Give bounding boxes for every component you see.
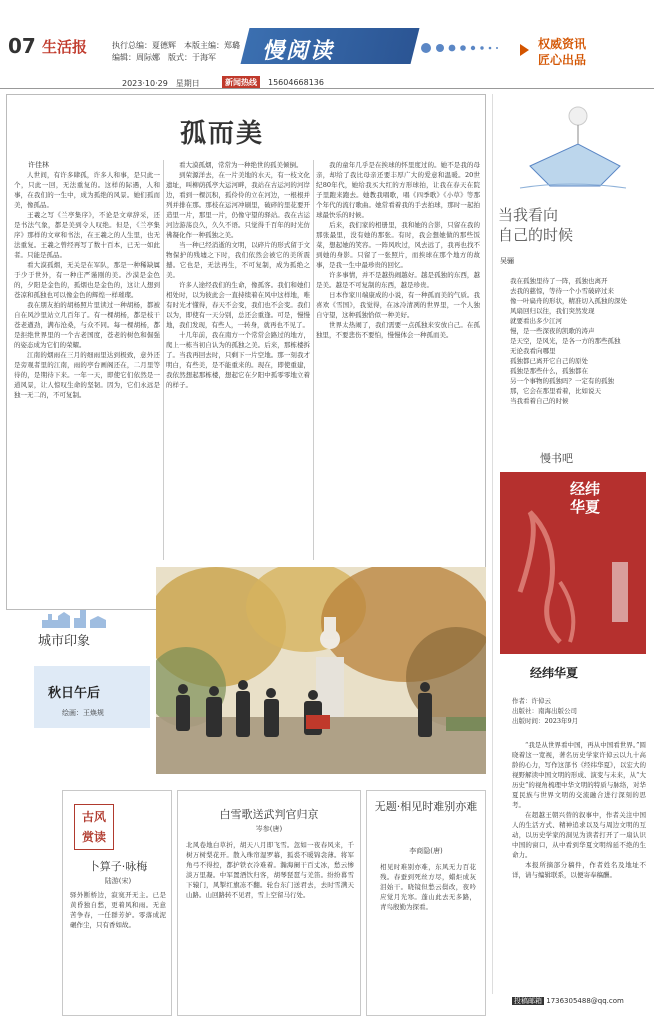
article-paragraph: 到荣源洋去，在一片美地的水天，有一枝文化遗址，叫柳荫孤亭大运河畔，我站在古运河的河岸边，看到一棵沉积，孤伶伶的立在河边，一根根并列并排在那。那枝在运河冲刷里，破碎的里花要开造里一片，那里一片，仍像守望的驿站。我在古运河边游荡良久，久久不语。只觉得千百年的时光仿佛凝化作一种孤独之美。 <box>166 171 310 239</box>
poem-2-author: 岑参(唐) <box>255 825 283 833</box>
poem-line: 另一个事物的孤独吗？一定有的孤独 <box>510 377 614 385</box>
article-paragraph: 我在朋友拍的胡杨照片里读过一种胡杨，都被自在风沙里站立几百年了。有一棵胡杨，都是枝干苍老遒劲，满布沧桑，与众不同。每一棵胡杨，都是拒绝世界里的一个古老国度，苍老的树色和倔强的姿态成为它们的荣耀。 <box>14 301 160 349</box>
book-column-label: 慢书吧 <box>540 452 573 465</box>
article-author: 许佳林 <box>28 161 49 169</box>
review-paragraph: “我是从世界看中国，再从中国看世界。”圆晓着这一宽视，著名历史学家许倬云以九十高龄的心力，写作这部书《经纬华夏》，以宏大的视野解读中国文明的形成、演变与未来，从“大历史”的视角梳理中华文明的特质与脉络，对华夏民族与世界文明的交流融合进行深刻的思考。 <box>512 741 646 809</box>
slogan <box>538 36 586 68</box>
poem-3-author: 李商隐(唐) <box>409 847 443 855</box>
book-cover-line-2: 华夏 <box>570 498 601 516</box>
hotline-label: 新闻热线 <box>222 76 260 89</box>
layout-credit: 版式：于海军 <box>168 53 216 62</box>
article-paragraph: 许多事情，并不是越热闹越好。越是孤独的东西，越是美。越是不可复制的东西，越是珍贵。 <box>316 271 480 289</box>
contribution-email <box>512 996 624 1006</box>
review-paragraph: 在超越王朝兴替的叙事中，作者关注中国人的生活方式、精神追求以及与周边文明的互动，以历史学家的洞见为读者打开了一扇认识中国的窗口，从中看到华夏文明绵延不绝的生命力。 <box>512 811 646 859</box>
slogan-line-1: 权威资讯 <box>538 37 587 51</box>
article-paragraph: 王羲之写《兰亭集序》，不论是文章辞采，还是书法气象，都是美到令人叹绝。但是，《兰亭集序》那样的文章和书法，在王羲之的人生里，也无法重复。王羲之曾经再写了数十百本，已无一如此者。只能是孤品。 <box>14 211 160 259</box>
contribution-address[interactable]: 1736305488@qq.com <box>546 997 624 1005</box>
exec-editor: 执行总编：夏德辉 <box>112 41 176 50</box>
article-paragraph: 当一种已经消逝的文明，以碎片的形式留于文物保护的残墟之下时，我们依然会被它的美所震撼。它也是，无法再生，不可复制，成为孤绝之美。 <box>166 241 310 279</box>
article-paragraph: 世界太热闹了，我们需要一点孤独来安放自己。在孤独里，不要悲伤不要怕，慢慢体会一种孤而美。 <box>316 321 480 339</box>
poem-3-title: 无题·相见时难别亦难 <box>374 800 478 813</box>
city-impression-label: 城市印象 <box>38 634 91 649</box>
poem-1-title: 卜算子·咏梅 <box>88 860 148 873</box>
issue-date: 2023·10·29 星期日 <box>122 79 200 88</box>
review-paragraph: 本报所摘部分稿件，作者姓名及地址不详，请与编辑联系，以便寄奉稿酬。 <box>512 861 646 879</box>
article-column-1 <box>14 160 160 530</box>
header-rule <box>0 88 654 89</box>
article-column-3 <box>316 160 480 560</box>
slogan-line-2: 匠心出品 <box>538 53 587 67</box>
paper-boat-illustration <box>500 96 646 200</box>
classic-poetry-badge <box>74 804 114 850</box>
article-paragraph: 人世间，有许多肆孤，许多人和事，是只此一个，只此一回，无法重复的。这样的际遇，人和事，在我们的一生中，成为孤绝的风景。她们孤而美，像孤品。 <box>14 171 160 209</box>
sidebar-poem-title <box>498 205 573 245</box>
poem-1-text: 驿外断桥边，寂寞开无主。已是黄昏独自愁，更着风和雨。无意苦争春，一任群芳妒。零落成泥碾作尘，只有香如故。 <box>70 891 166 929</box>
poem-2-title: 白雪歌送武判官归京 <box>219 808 319 821</box>
painting-author: 绘画：王焕规 <box>62 709 104 717</box>
book-review <box>512 740 646 976</box>
poem-line: 那，它会在那里看着，比如说天 <box>510 387 601 395</box>
badge-line-1: 古风 <box>81 810 106 824</box>
poem-line: 风扇回归以往，我们突然发现 <box>510 307 595 315</box>
article-paragraph: 江南的烟雨在三月的细雨里达到极致，意外还是旁观者里的江南，雨的亭台画阁还在，二月里等待的，是期待下来。一年一天，即使它们依然是一道风景，让人惊叹生命的坚韧。因为，它们永远是独一无二的，不可复制。 <box>14 351 160 399</box>
article-paragraph: 许多人途经我们的生命，像孤客。我们和她们相处时，以为彼此会一直持续着在风中这样地，唯有时光才懂得，春天不会变，我们也不会变。我们以为，即使有一天分别，总还会重逢。可是，慢慢地，我们发现，有些人，一转身，就再也不见了。 <box>166 281 310 329</box>
sidebar-poem-author: 吴骊 <box>500 257 514 265</box>
article-paragraph: 看大漠孤烟，常常为一种绝世的孤美倾倒。 <box>179 161 303 169</box>
city-skyline-icon <box>40 608 110 630</box>
article-paragraph: 后来，我们家的相册里，我和她的合影，只留在我的那张最里，没有她的那张。有时，我会想她做的那些饭菜，想起她的笑容。一阵风吹过，风去远了，我再也找不到她的身影。只留了一张照片，而挨球在那个地方的故事，是我一生中最珍贵的回忆。 <box>316 221 480 269</box>
paper-name: 生活报 <box>42 38 88 56</box>
article-column-2 <box>166 160 310 560</box>
section-editor: 本版主编：郑璐 <box>184 41 240 50</box>
painting-title: 秋日午后 <box>48 686 101 701</box>
poem-line: 我在孤独里待了一阵，孤独也离开 <box>510 277 608 285</box>
article-paragraph: 十几年前，我在南方一个常常会路过的地方，爬上一栋当初自认为的孤独之美。后来，那栋楼拆了。当我再回去时，只剩下一片空地。那一刻我才明白，有些美，是不能重来的。现在，即使重建，我依然想起那栋楼，想起它在夕阳中孤零零地立着的样子。 <box>166 331 310 389</box>
book-cover-title <box>570 480 600 516</box>
staff-credits <box>112 40 248 64</box>
column-rule <box>163 160 164 560</box>
article-paragraph: 日本作家川端康成的小说，有一种孤而美的气质。我喜欢《雪国》，我觉得，在冰冷清冽的世界里，一个人独自守望，这种孤独恰似一种美好。 <box>316 291 480 319</box>
poem-1-author: 陆游(宋) <box>104 877 132 885</box>
poem-line: 像一叶扁舟的形状，精准切入孤独的深处 <box>510 297 627 305</box>
sidebar-rule <box>492 94 493 994</box>
book-author: 作者：许倬云 <box>512 697 551 705</box>
hotline-number: 15604668136 <box>268 78 324 87</box>
slogan-arrow-icon <box>520 44 529 56</box>
book-cover-line-1: 经纬 <box>570 480 601 498</box>
article-paragraph: 看大漠孤烟，无关是在军队，那是一种稀缺属于少于世外，有一种庄严谨刚的美。沙漠是金色的，夕阳是金色的，孤烟也是金色的，这让人想到苍凉和孤独也可以像金色的辉煌一样璀璨。 <box>14 261 160 299</box>
sidebar-title-line-2: 自己的时候 <box>498 226 574 244</box>
editor: 编辑：周际娜 <box>112 53 160 62</box>
poem-3-text: 相见时难别亦难，东风无力百花残。春蚕到死丝方尽，蜡炬成灰泪始干。晓镜但愁云鬓改，夜吟应觉月光寒。蓬山此去无多路，青鸟殷勤为探看。 <box>380 863 476 911</box>
book-caption: 经纬华夏 <box>530 666 579 680</box>
poem-line: 当我看着自己的时候 <box>510 397 569 405</box>
poem-line: 无论我看向哪里 <box>510 347 556 355</box>
decorative-dots <box>420 30 516 66</box>
poem-line: 是天空，是风光，是各一方的那些孤独 <box>510 337 621 345</box>
column-rule <box>313 160 314 560</box>
poem-line: 慢，是一些深夜的凯歌的涛声 <box>510 327 595 335</box>
autumn-afternoon-painting <box>156 567 486 774</box>
column-name: 慢阅读 <box>262 39 335 64</box>
poem-line: 去我的慈惊，等待一个小雪破碎过来 <box>510 287 614 295</box>
poem-line: 就要看出多少江河 <box>510 317 562 325</box>
contribution-label: 投稿邮箱 <box>514 997 542 1005</box>
poem-2-text: 北风卷地白草折，胡天八月即飞雪。忽如一夜春风来，千树万树梨花开。散入珠帘湿罗幕，狐裘不暖锦衾薄。将军角弓不得控，都护铁衣冷难着。瀚海阑干百丈冰，愁云惨淡万里凝。中军置酒饮归客，胡琴琵琶与羌笛。纷纷暮雪下辕门，风掣红旗冻不翻。轮台东门送君去，去时雪满天山路。山回路转不见君，雪上空留马行处。 <box>186 841 354 899</box>
page-number: 07 <box>8 34 36 58</box>
sidebar-poem <box>510 276 646 406</box>
sidebar-title-line-1: 当我看向 <box>498 206 559 224</box>
book-date: 出版时间：2023年9月 <box>512 717 579 725</box>
article-paragraph: 我的童年几乎是在挨球的怀里度过的。她不是我的母亲，却给了我比母亲还要丰厚广大的爱意和温暖。20世纪80年代，她给我买大红的方形球拍，让我在春天在院子里跑来跑去。她教我唱歌，唱《四季歌》《小草》等那个年代的流行歌曲。她常看着我的手去拍球，那时一起拍球最快乐的时候。 <box>316 161 480 219</box>
poem-line: 孤独都已离开它自己的原处 <box>510 357 588 365</box>
book-info <box>512 696 646 726</box>
poem-line: 孤独是那些什么，孤独都在 <box>510 367 588 375</box>
article-title: 孤而美 <box>180 119 265 149</box>
book-publisher: 出版社：南海出版公司 <box>512 707 577 715</box>
badge-line-2: 赏读 <box>81 830 106 844</box>
